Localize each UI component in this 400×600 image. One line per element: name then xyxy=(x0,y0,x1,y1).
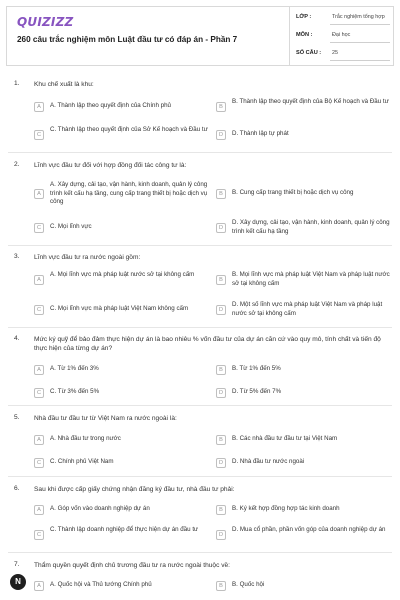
option-text: D. Thành lập tự phát xyxy=(232,130,289,137)
question-number: 5. xyxy=(14,414,20,421)
option-text: C. Chính phủ Việt Nam xyxy=(50,458,114,465)
option-text: C. Thành lập theo quyết định của Sở Kế hoạch và Đầu tư xyxy=(50,126,208,133)
question-number: 6. xyxy=(14,485,20,492)
question-divider xyxy=(8,245,392,246)
option-letter: B xyxy=(216,365,226,375)
option-letter: C xyxy=(34,305,44,315)
option-letter: B xyxy=(216,275,226,285)
question-divider xyxy=(8,476,392,477)
meta-key: MÔN : xyxy=(296,32,313,38)
question-text: Khu chế xuất là khu: xyxy=(34,81,94,88)
option-letter: A xyxy=(34,275,44,285)
question-text: Lĩnh vực đầu tư đối với hợp đồng đối tác công tư là: xyxy=(34,162,187,169)
question-divider xyxy=(8,327,392,328)
question-number: 3. xyxy=(14,253,20,260)
option-letter: D xyxy=(216,305,226,315)
option-text: C. Mọi lĩnh vực xyxy=(50,223,92,230)
option-letter: D xyxy=(216,388,226,398)
option-text: B. Mọi lĩnh vực mà pháp luật Việt Nam và pháp luật nước sở tại không cấm xyxy=(232,271,390,287)
question-text: Thẩm quyền quyết định chủ trương đầu tư ra nước ngoài thuộc về: xyxy=(34,562,231,569)
option-text: B. Từ 1% đến 5% xyxy=(232,365,281,372)
question-number: 4. xyxy=(14,335,20,342)
option-text: C. Thành lập doanh nghiệp để thực hiện dự án đầu tư xyxy=(50,526,199,533)
option-letter: C xyxy=(34,530,44,540)
option-text: D. Một số lĩnh vực mà pháp luật Việt Nam và pháp luật nước sở tại không cấm xyxy=(232,301,383,317)
option-text: A. Thành lập theo quyết định của Chính phủ xyxy=(50,102,171,109)
option-text: C. Mọi lĩnh vực mà pháp luật Việt Nam không cấm xyxy=(50,305,189,312)
option-text: B. Thành lập theo quyết định của Bộ Kế hoạch và Đầu tư xyxy=(232,98,389,105)
question-number: 7. xyxy=(14,561,20,568)
question-text: Nhà đầu tư đầu tư từ Việt Nam ra nước ngoài là: xyxy=(34,415,177,422)
question-divider xyxy=(8,552,392,553)
option-text: B. Các nhà đầu tư đầu tư tại Việt Nam xyxy=(232,435,338,442)
option-letter: C xyxy=(34,130,44,140)
question-number: 2. xyxy=(14,161,20,168)
option-letter: C xyxy=(34,458,44,468)
question-divider xyxy=(8,152,392,153)
option-letter: A xyxy=(34,505,44,515)
meta-value: Trắc nghiệm tổng hợp xyxy=(332,14,385,20)
question-text: Mức ký quỹ để bảo đảm thực hiện dự án là bao nhiêu % vốn đầu tư của dự án căn cứ vào quy mô, tính chất và tiến độ thực hiện của từng dự án? xyxy=(34,336,381,352)
option-letter: A xyxy=(34,189,44,199)
option-letter: D xyxy=(216,458,226,468)
option-letter: A xyxy=(34,365,44,375)
option-text: D. Từ 5% đến 7% xyxy=(232,388,282,395)
option-text: B. Quốc hội xyxy=(232,581,265,588)
option-text: B. Ký kết hợp đồng hợp tác kinh doanh xyxy=(232,505,340,512)
option-text: D. Xây dựng, cải tạo, vận hành, kinh doanh, quản lý công trình kết cấu hạ tầng xyxy=(232,219,390,235)
meta-key: LỚP : xyxy=(296,14,312,20)
option-text: D. Mua cổ phần, phần vốn góp của doanh nghiệp dự án xyxy=(232,526,386,533)
option-text: A. Góp vốn vào doanh nghiệp dự án xyxy=(50,505,150,512)
option-letter: D xyxy=(216,530,226,540)
worksheet-title: 260 câu trắc nghiệm môn Luật đầu tư có đáp án - Phần 7 xyxy=(17,35,238,44)
question-text: Lĩnh vực đầu tư ra nước ngoài gồm: xyxy=(34,254,141,261)
quizizz-logo: QUIZIZZ xyxy=(17,15,74,29)
meta-value: 25 xyxy=(332,50,338,56)
option-letter: B xyxy=(216,505,226,515)
meta-value: Đại học xyxy=(332,32,351,38)
option-letter: B xyxy=(216,189,226,199)
option-text: B. Cung cấp trang thiết bị hoặc dịch vụ công xyxy=(232,189,354,196)
question-divider xyxy=(8,405,392,406)
option-letter: B xyxy=(216,581,226,591)
option-text: A. Xây dựng, cải tạo, vận hành, kinh doanh, quản lý công trình kết cấu hạ tầng, cung cấp trang thiết bị hoặc dịch vụ công xyxy=(50,181,208,206)
option-letter: D xyxy=(216,223,226,233)
option-letter: A xyxy=(34,581,44,591)
option-letter: D xyxy=(216,130,226,140)
option-letter: B xyxy=(216,435,226,445)
option-text: A. Nhà đầu tư trong nước xyxy=(50,435,121,442)
question-number: 1. xyxy=(14,80,20,87)
option-text: A. Mọi lĩnh vực mà pháp luật nước sở tại không cấm xyxy=(50,271,195,278)
question-text: Sau khi được cấp giấy chứng nhận đăng ký đầu tư, nhà đầu tư phải: xyxy=(34,486,235,493)
option-letter: C xyxy=(34,388,44,398)
option-text: D. Nhà đầu tư nước ngoài xyxy=(232,458,305,465)
option-letter: C xyxy=(34,223,44,233)
floating-n-button[interactable]: N xyxy=(10,574,26,590)
option-letter: B xyxy=(216,102,226,112)
option-letter: A xyxy=(34,435,44,445)
option-text: A. Quốc hội và Thủ tướng Chính phủ xyxy=(50,581,152,588)
option-text: C. Từ 3% đến 5% xyxy=(50,388,100,395)
option-text: A. Từ 1% đến 3% xyxy=(50,365,99,372)
option-letter: A xyxy=(34,102,44,112)
meta-key: SỐ CÂU : xyxy=(296,50,322,56)
